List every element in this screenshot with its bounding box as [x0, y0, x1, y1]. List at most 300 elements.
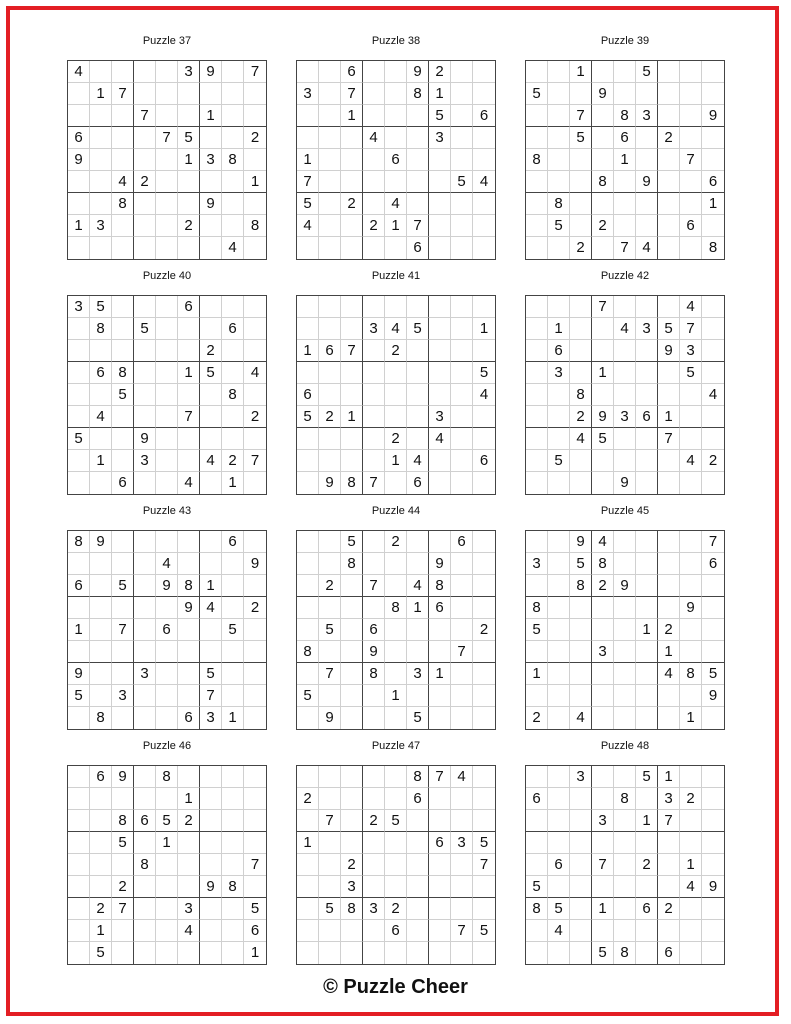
- sudoku-cell: [385, 641, 407, 663]
- sudoku-cell: 9: [702, 105, 724, 127]
- sudoku-cell: 9: [200, 876, 222, 898]
- sudoku-cell: [319, 876, 341, 898]
- sudoku-cell: [526, 942, 548, 964]
- sudoku-cell: [429, 942, 451, 964]
- sudoku-cell: [570, 685, 592, 707]
- sudoku-cell: 5: [297, 406, 319, 428]
- sudoku-cell: [548, 472, 570, 494]
- sudoku-cell: 5: [570, 553, 592, 575]
- sudoku-cell: 1: [178, 788, 200, 810]
- sudoku-cell: [178, 854, 200, 876]
- sudoku-cell: 8: [407, 83, 429, 105]
- sudoku-cell: [429, 685, 451, 707]
- sudoku-cell: [297, 296, 319, 318]
- sudoku-cell: [90, 641, 112, 663]
- sudoku-cell: 1: [636, 619, 658, 641]
- sudoku-cell: [156, 384, 178, 406]
- sudoku-cell: [592, 619, 614, 641]
- sudoku-cell: [429, 810, 451, 832]
- sudoku-cell: 8: [156, 766, 178, 788]
- sudoku-cell: [244, 810, 266, 832]
- sudoku-cell: 5: [90, 942, 112, 964]
- sudoku-cell: 5: [385, 810, 407, 832]
- sudoku-cell: [341, 237, 363, 259]
- sudoku-cell: [178, 663, 200, 685]
- sudoku-cell: [222, 663, 244, 685]
- sudoku-cell: [156, 237, 178, 259]
- sudoku-cell: [112, 428, 134, 450]
- sudoku-cell: 2: [570, 237, 592, 259]
- sudoku-cell: 2: [526, 707, 548, 729]
- sudoku-cell: 6: [90, 766, 112, 788]
- sudoku-cell: [548, 105, 570, 127]
- sudoku-cell: [702, 340, 724, 362]
- sudoku-cell: 5: [297, 685, 319, 707]
- sudoku-cell: [407, 149, 429, 171]
- sudoku-cell: 9: [90, 531, 112, 553]
- sudoku-cell: [112, 149, 134, 171]
- sudoku-cell: 8: [570, 575, 592, 597]
- sudoku-cell: [473, 127, 495, 149]
- sudoku-cell: [429, 171, 451, 193]
- sudoku-grid: [67, 530, 267, 730]
- sudoku-cell: [473, 707, 495, 729]
- sudoku-cell: 3: [363, 318, 385, 340]
- sudoku-cell: [592, 450, 614, 472]
- sudoku-cell: [178, 105, 200, 127]
- sudoku-cell: 8: [526, 149, 548, 171]
- sudoku-cell: 4: [385, 193, 407, 215]
- sudoku-cell: [363, 766, 385, 788]
- sudoku-cell: 6: [385, 149, 407, 171]
- sudoku-cell: [636, 597, 658, 619]
- sudoku-cell: 2: [658, 127, 680, 149]
- sudoku-cell: 6: [297, 384, 319, 406]
- sudoku-cell: 3: [636, 318, 658, 340]
- sudoku-cell: [156, 193, 178, 215]
- sudoku-cell: 5: [90, 296, 112, 318]
- sudoku-cell: [570, 619, 592, 641]
- sudoku-cell: 5: [451, 171, 473, 193]
- sudoku-cell: [636, 685, 658, 707]
- sudoku-cell: [614, 428, 636, 450]
- sudoku-cell: 9: [702, 685, 724, 707]
- sudoku-cell: [156, 707, 178, 729]
- sudoku-cell: [385, 127, 407, 149]
- sudoku-cell: [244, 766, 266, 788]
- sudoku-cell: [526, 384, 548, 406]
- sudoku-cell: [526, 685, 548, 707]
- sudoku-cell: 9: [614, 472, 636, 494]
- sudoku-cell: 7: [614, 237, 636, 259]
- sudoku-cell: [68, 83, 90, 105]
- sudoku-cell: [112, 553, 134, 575]
- sudoku-cell: [200, 83, 222, 105]
- sudoku-cell: [341, 450, 363, 472]
- sudoku-cell: [200, 406, 222, 428]
- sudoku-cell: 8: [244, 215, 266, 237]
- sudoku-cell: [341, 832, 363, 854]
- sudoku-cell: [200, 318, 222, 340]
- sudoku-cell: [451, 575, 473, 597]
- sudoku-cell: 5: [68, 428, 90, 450]
- sudoku-cell: [90, 575, 112, 597]
- sudoku-cell: [363, 237, 385, 259]
- sudoku-cell: [407, 898, 429, 920]
- sudoku-cell: [548, 619, 570, 641]
- sudoku-cell: [363, 854, 385, 876]
- sudoku-cell: [178, 876, 200, 898]
- sudoku-cell: [200, 942, 222, 964]
- sudoku-cell: [68, 641, 90, 663]
- sudoku-cell: [178, 553, 200, 575]
- sudoku-cell: 5: [68, 685, 90, 707]
- sudoku-cell: [526, 810, 548, 832]
- sudoku-cell: [178, 83, 200, 105]
- sudoku-cell: 2: [592, 575, 614, 597]
- sudoku-cell: 3: [592, 641, 614, 663]
- sudoku-cell: 3: [363, 898, 385, 920]
- sudoku-cell: [178, 237, 200, 259]
- sudoku-cell: [200, 641, 222, 663]
- sudoku-cell: [222, 810, 244, 832]
- sudoku-cell: [592, 105, 614, 127]
- sudoku-cell: 2: [385, 898, 407, 920]
- sudoku-cell: [200, 766, 222, 788]
- sudoku-cell: [680, 898, 702, 920]
- sudoku-cell: [244, 105, 266, 127]
- sudoku-cell: 1: [658, 406, 680, 428]
- sudoku-cell: [451, 406, 473, 428]
- sudoku-cell: [570, 215, 592, 237]
- sudoku-cell: [319, 215, 341, 237]
- sudoku-cell: [526, 854, 548, 876]
- sudoku-cell: [222, 854, 244, 876]
- sudoku-grid: [67, 295, 267, 495]
- sudoku-cell: [614, 597, 636, 619]
- sudoku-cell: [702, 788, 724, 810]
- sudoku-cell: [134, 127, 156, 149]
- sudoku-cell: 6: [222, 531, 244, 553]
- sudoku-cell: [636, 553, 658, 575]
- sudoku-cell: [363, 384, 385, 406]
- sudoku-cell: [429, 384, 451, 406]
- sudoku-cell: [548, 597, 570, 619]
- sudoku-cell: [112, 707, 134, 729]
- sudoku-cell: 8: [429, 575, 451, 597]
- puzzle-title: Puzzle 37: [142, 35, 192, 47]
- sudoku-cell: 1: [297, 149, 319, 171]
- sudoku-cell: [319, 149, 341, 171]
- sudoku-cell: [429, 362, 451, 384]
- sudoku-cell: [297, 766, 319, 788]
- sudoku-cell: [200, 531, 222, 553]
- sudoku-cell: [570, 810, 592, 832]
- sudoku-cell: 7: [112, 83, 134, 105]
- sudoku-cell: [702, 707, 724, 729]
- sudoku-cell: 5: [658, 318, 680, 340]
- sudoku-cell: [451, 898, 473, 920]
- sudoku-cell: 3: [636, 105, 658, 127]
- sudoku-cell: [90, 237, 112, 259]
- sudoku-cell: [222, 127, 244, 149]
- sudoku-cell: [134, 362, 156, 384]
- sudoku-cell: [451, 83, 473, 105]
- sudoku-cell: [112, 450, 134, 472]
- sudoku-cell: [200, 296, 222, 318]
- sudoku-cell: [407, 810, 429, 832]
- sudoku-cell: [429, 641, 451, 663]
- sudoku-cell: 9: [658, 340, 680, 362]
- sudoku-cell: [680, 641, 702, 663]
- sudoku-cell: [222, 406, 244, 428]
- sudoku-cell: [636, 362, 658, 384]
- sudoku-cell: [178, 428, 200, 450]
- sudoku-cell: [548, 788, 570, 810]
- sudoku-cell: [614, 832, 636, 854]
- sudoku-cell: [297, 854, 319, 876]
- sudoku-cell: 4: [112, 171, 134, 193]
- sudoku-cell: 7: [658, 810, 680, 832]
- sudoku-cell: [134, 942, 156, 964]
- sudoku-cell: 4: [178, 472, 200, 494]
- sudoku-cell: [570, 876, 592, 898]
- sudoku-cell: [112, 318, 134, 340]
- sudoku-cell: 5: [244, 898, 266, 920]
- sudoku-cell: 9: [614, 575, 636, 597]
- sudoku-cell: 7: [702, 531, 724, 553]
- sudoku-cell: [473, 61, 495, 83]
- sudoku-cell: [178, 318, 200, 340]
- sudoku-cell: 6: [134, 810, 156, 832]
- sudoku-cell: 8: [614, 105, 636, 127]
- sudoku-cell: [363, 788, 385, 810]
- sudoku-cell: 6: [112, 472, 134, 494]
- sudoku-cell: [385, 83, 407, 105]
- sudoku-cell: 8: [341, 553, 363, 575]
- sudoku-cell: [658, 193, 680, 215]
- sudoku-cell: [680, 531, 702, 553]
- sudoku-cell: [341, 171, 363, 193]
- sudoku-cell: 8: [68, 531, 90, 553]
- sudoku-cell: 4: [570, 428, 592, 450]
- sudoku-cell: [156, 450, 178, 472]
- sudoku-cell: 3: [526, 553, 548, 575]
- sudoku-cell: 7: [112, 619, 134, 641]
- sudoku-cell: [200, 920, 222, 942]
- sudoku-cell: [614, 707, 636, 729]
- sudoku-cell: [592, 127, 614, 149]
- sudoku-cell: 1: [385, 215, 407, 237]
- sudoku-cell: 9: [570, 531, 592, 553]
- sudoku-cell: [473, 472, 495, 494]
- puzzle-title: Puzzle 46: [142, 740, 192, 752]
- sudoku-grid: [525, 765, 725, 965]
- sudoku-cell: 9: [178, 597, 200, 619]
- sudoku-cell: 2: [244, 406, 266, 428]
- sudoku-cell: 4: [658, 663, 680, 685]
- sudoku-grid: [525, 60, 725, 260]
- sudoku-cell: 1: [385, 685, 407, 707]
- sudoku-cell: [407, 296, 429, 318]
- sudoku-cell: 9: [244, 553, 266, 575]
- sudoku-cell: [451, 61, 473, 83]
- sudoku-cell: 4: [200, 450, 222, 472]
- sudoku-cell: [90, 171, 112, 193]
- sudoku-cell: 2: [222, 450, 244, 472]
- sudoku-cell: 1: [614, 149, 636, 171]
- sudoku-cell: [200, 854, 222, 876]
- sudoku-cell: [156, 854, 178, 876]
- sudoku-cell: [702, 854, 724, 876]
- sudoku-cell: 2: [244, 127, 266, 149]
- sudoku-cell: [297, 531, 319, 553]
- sudoku-cell: [636, 193, 658, 215]
- sudoku-cell: 4: [156, 553, 178, 575]
- sudoku-cell: 7: [341, 340, 363, 362]
- sudoku-cell: [473, 428, 495, 450]
- sudoku-cell: [297, 237, 319, 259]
- sudoku-cell: 2: [341, 854, 363, 876]
- sudoku-cell: 2: [680, 788, 702, 810]
- sudoku-cell: [319, 920, 341, 942]
- sudoku-cell: [112, 296, 134, 318]
- sudoku-cell: 4: [68, 61, 90, 83]
- sudoku-cell: 6: [341, 61, 363, 83]
- sudoku-cell: 2: [178, 215, 200, 237]
- sudoku-cell: 7: [244, 450, 266, 472]
- sudoku-cell: [451, 472, 473, 494]
- sudoku-cell: [90, 810, 112, 832]
- sudoku-cell: 4: [680, 450, 702, 472]
- sudoku-cell: 8: [222, 149, 244, 171]
- sudoku-cell: 4: [636, 237, 658, 259]
- sudoku-cell: 1: [178, 149, 200, 171]
- sudoku-cell: [548, 406, 570, 428]
- sudoku-cell: 1: [658, 766, 680, 788]
- sudoku-grid: [67, 765, 267, 965]
- sudoku-grid: [296, 530, 496, 730]
- sudoku-cell: 6: [363, 619, 385, 641]
- sudoku-cell: 1: [200, 575, 222, 597]
- sudoku-cell: 5: [592, 428, 614, 450]
- sudoku-cell: [385, 707, 407, 729]
- sudoku-cell: [429, 193, 451, 215]
- sudoku-cell: 8: [90, 707, 112, 729]
- sudoku-cell: [200, 619, 222, 641]
- sudoku-cell: [244, 876, 266, 898]
- sudoku-cell: [702, 428, 724, 450]
- sudoku-cell: [341, 810, 363, 832]
- sudoku-cell: [297, 619, 319, 641]
- sudoku-cell: 7: [156, 127, 178, 149]
- sudoku-cell: [548, 663, 570, 685]
- sudoku-cell: [156, 920, 178, 942]
- sudoku-cell: [319, 450, 341, 472]
- sudoku-cell: [156, 105, 178, 127]
- sudoku-cell: [156, 531, 178, 553]
- sudoku-cell: [614, 531, 636, 553]
- sudoku-cell: [244, 575, 266, 597]
- sudoku-cell: [570, 854, 592, 876]
- sudoku-cell: [200, 472, 222, 494]
- sudoku-cell: 4: [407, 450, 429, 472]
- sudoku-cell: [68, 707, 90, 729]
- sudoku-cell: [407, 171, 429, 193]
- sudoku-cell: [407, 193, 429, 215]
- sudoku-cell: 7: [407, 215, 429, 237]
- sudoku-cell: 1: [222, 707, 244, 729]
- sudoku-cell: [222, 215, 244, 237]
- sudoku-cell: [548, 832, 570, 854]
- sudoku-cell: [90, 105, 112, 127]
- sudoku-cell: [244, 663, 266, 685]
- sudoku-cell: 4: [570, 707, 592, 729]
- sudoku-cell: 2: [658, 619, 680, 641]
- sudoku-cell: 9: [68, 149, 90, 171]
- sudoku-cell: [429, 318, 451, 340]
- sudoku-cell: 1: [222, 472, 244, 494]
- sudoku-cell: 5: [222, 619, 244, 641]
- sudoku-cell: [200, 553, 222, 575]
- sudoku-cell: [526, 171, 548, 193]
- sudoku-cell: 3: [658, 788, 680, 810]
- sudoku-cell: [156, 406, 178, 428]
- sudoku-cell: 5: [680, 362, 702, 384]
- sudoku-cell: [178, 766, 200, 788]
- sudoku-cell: 9: [407, 61, 429, 83]
- sudoku-cell: 9: [200, 193, 222, 215]
- sudoku-cell: 5: [526, 83, 548, 105]
- sudoku-cell: [363, 83, 385, 105]
- sudoku-cell: [297, 318, 319, 340]
- sudoku-cell: 7: [570, 105, 592, 127]
- sudoku-cell: 4: [680, 876, 702, 898]
- sudoku-cell: [341, 362, 363, 384]
- sudoku-cell: [134, 83, 156, 105]
- sudoku-cell: [244, 193, 266, 215]
- sudoku-cell: 4: [297, 215, 319, 237]
- sudoku-cell: [134, 707, 156, 729]
- sudoku-cell: 5: [200, 663, 222, 685]
- sudoku-cell: [526, 575, 548, 597]
- sudoku-cell: [680, 810, 702, 832]
- sudoku-cell: [526, 362, 548, 384]
- sudoku-cell: [570, 83, 592, 105]
- sudoku-cell: [548, 531, 570, 553]
- sudoku-cell: 4: [451, 766, 473, 788]
- sudoku-cell: [297, 663, 319, 685]
- sudoku-grid: [296, 60, 496, 260]
- puzzle-title: Puzzle 41: [371, 270, 421, 282]
- sudoku-cell: [548, 707, 570, 729]
- sudoku-cell: [68, 898, 90, 920]
- sudoku-cell: [222, 428, 244, 450]
- sudoku-cell: [341, 597, 363, 619]
- sudoku-cell: [178, 531, 200, 553]
- sudoku-cell: [385, 876, 407, 898]
- sudoku-cell: [636, 942, 658, 964]
- sudoku-cell: [222, 766, 244, 788]
- sudoku-cell: 2: [570, 406, 592, 428]
- sudoku-cell: [614, 296, 636, 318]
- sudoku-cell: [244, 685, 266, 707]
- sudoku-cell: [592, 788, 614, 810]
- sudoku-cell: [548, 641, 570, 663]
- sudoku-cell: 7: [319, 663, 341, 685]
- sudoku-cell: [341, 296, 363, 318]
- sudoku-cell: 4: [614, 318, 636, 340]
